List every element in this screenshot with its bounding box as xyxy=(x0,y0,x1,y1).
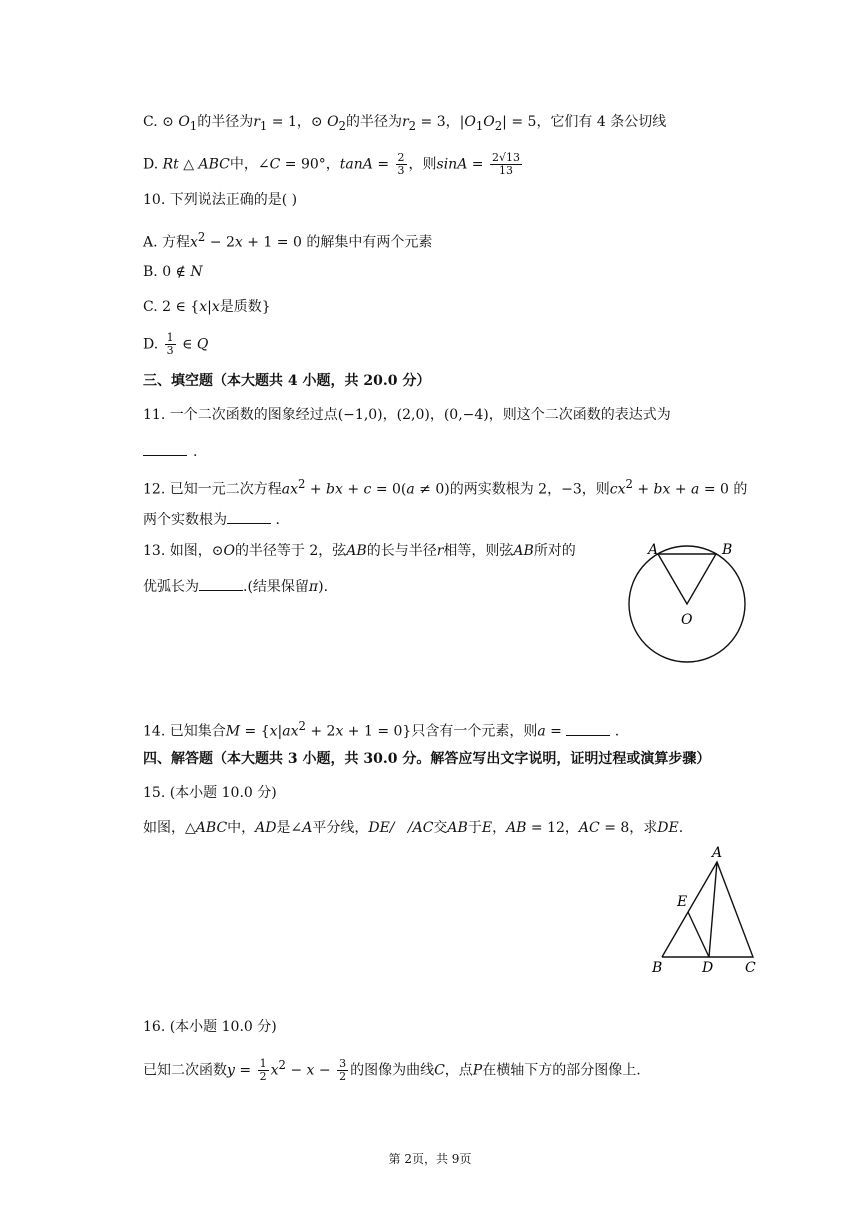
q15-triangle-figure xyxy=(640,842,765,977)
label-c: C xyxy=(745,960,756,976)
triangle-aob xyxy=(658,554,716,604)
q10-option-d: D. $\frac{1}{3}$ ∈ Q xyxy=(143,331,209,357)
q16-header: 16. (本小题 10.0 分) xyxy=(143,1019,277,1035)
q10-option-b: B. 0 ∉ N xyxy=(143,264,203,280)
section-3-title: 三、填空题（本大题共 4 小题，共 20.0 分） xyxy=(143,373,431,389)
section-4-title: 四、解答题（本大题共 3 小题，共 30.0 分。解答应写出文字说明，证明过程或演算步骤） xyxy=(143,751,711,767)
label-e: E xyxy=(677,894,688,910)
q10-option-c: C. 2 ∈ {x|x是质数} xyxy=(143,299,271,315)
page-footer: 第 2页，共 9页 xyxy=(388,1152,472,1166)
q13-line2: 优弧长为 .(结果保留π). xyxy=(143,576,328,597)
q15-text: 如图，△ABC中，AD是∠A平分线，DE/ /AC交AB于E，AB = 12，AC = 8，求DE. xyxy=(143,820,684,836)
q10-stem: 10. 下列说法正确的是( ) xyxy=(143,192,298,208)
q11-text: 11. 一个二次函数的图象经过点(−1,0)，(2,0)，(0,−4)，则这个二次函数的表达式为 xyxy=(143,407,671,423)
q9-option-d: D. Rt △ ABC中，∠C = 90°，tanA = $\frac{2}{3}$ ，则sinA = $\frac{2√13}{13}$ xyxy=(143,151,520,177)
q16-text: 已知二次函数y = $\frac{1}{2}$ $x^2 - x$ − $\frac{3}{2}$ 的图像为曲线C，点P在横轴下方的部分图像上. xyxy=(143,1057,641,1084)
segment-de xyxy=(688,912,709,957)
q13-circle-figure xyxy=(620,538,760,678)
q9-option-c: C. ⊙ $O_1$的半径为$r_1 = 1$，⊙ $O_2$的半径为$r_2 = 3$，$|O_1O_2| = 5$，它们有 4 条公切线 xyxy=(143,114,667,133)
label-o: O xyxy=(681,612,693,628)
q12-line1: 12. 已知一元二次方程$ax^2$ + bx + c = 0(a ≠ 0)的两实数根为 2，−3，则$cx^2$ + bx + a = 0 的 xyxy=(143,477,748,498)
segment-ad xyxy=(709,862,717,957)
q10-option-a: A. 方程$x^2 - 2x + 1 = 0$ 的解集中有两个元素 xyxy=(143,230,433,251)
q14-text: 14. 已知集合$M = \{x|ax^2 + 2x + 1 = 0\}$只含有一个元素，则a = . xyxy=(143,719,620,740)
triangle-abc xyxy=(662,862,753,957)
label-b: B xyxy=(722,542,733,558)
q13-line1: 13. 如图，⊙O的半径等于 2，弦AB的长与半径r相等，则弦AB所对的 xyxy=(143,543,576,559)
q11-answer-line: . xyxy=(143,441,197,462)
q15-header: 15. (本小题 10.0 分) xyxy=(143,785,277,801)
label-a: A xyxy=(712,845,723,861)
label-a: A xyxy=(648,542,659,558)
q12-line2: 两个实数根为 . xyxy=(143,509,280,530)
label-b: B xyxy=(652,960,663,976)
label-d: D xyxy=(702,960,714,976)
